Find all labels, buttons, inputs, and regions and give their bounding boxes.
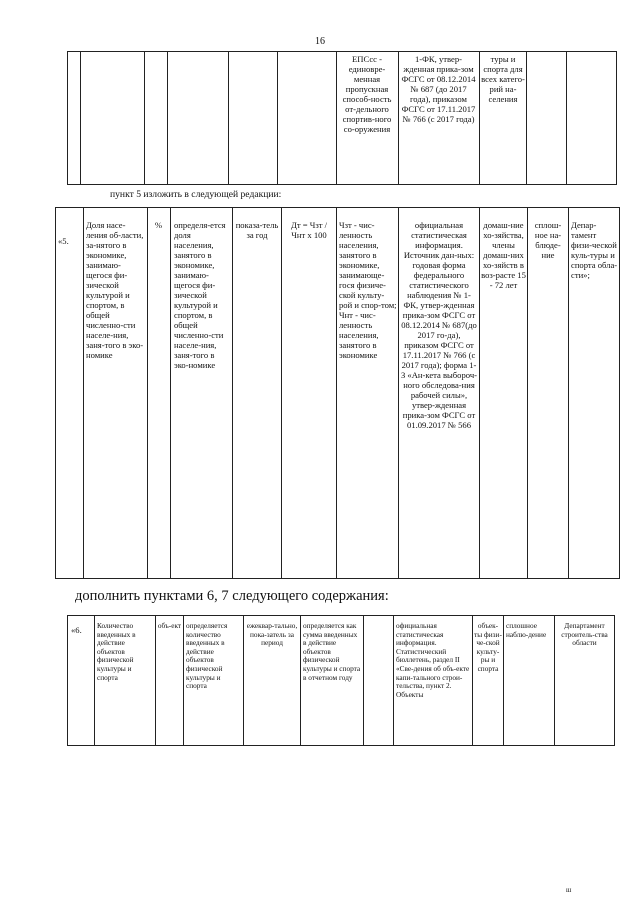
rule — [232, 207, 233, 578]
row5-method: сплош-ное на-блюде-ние — [534, 220, 562, 260]
rule — [183, 615, 184, 745]
row6-variables: определяется как сумма введенных в действие объектов физической культуры и спорта в отчетном году — [303, 622, 361, 682]
row5-variables: Чзт - чис-ленность населения, занятого в экономике, занимающе-гося физиче-ской культу-рой и спор-том; Чнт - чис-ленность населения, занятого в экономике — [339, 220, 397, 360]
rule — [479, 207, 480, 578]
rule — [80, 51, 81, 184]
rule — [503, 615, 504, 745]
rule — [614, 615, 615, 745]
amendment-heading-items-6-7: дополнить пунктами 6, 7 следующего содержания: — [75, 588, 389, 604]
cell-source-form: 1-ФК, утвер-жденная прика-зом ФСГС от 08.12.2014 № 687 (до 2017 года), приказом ФСГС от 17.11.2017 № 766 (с 2017 года) — [401, 54, 476, 124]
rule — [167, 51, 168, 184]
rule — [228, 51, 229, 184]
rule — [300, 615, 301, 745]
row5-observation-unit: домаш-ние хо-зяйства, члены домаш-них хо-зяйств в воз-расте 15 - 72 лет — [481, 220, 526, 290]
rule — [479, 51, 480, 184]
rule — [67, 184, 617, 185]
rule — [526, 51, 527, 184]
rule — [67, 51, 617, 52]
rule — [55, 207, 620, 208]
row5-period: показа-тель за год — [235, 220, 279, 240]
row5-definition: определя-ется доля населения, занятого в экономике, занимаю-щегося фи-зической культурой и спортом, в общей численно-сти населе-ния, заня-того в эко-номике — [174, 220, 226, 370]
rule — [281, 207, 282, 578]
rule — [155, 615, 156, 745]
rule — [67, 615, 615, 616]
row6-period: ежеквар-тально, пока-затель за период — [246, 622, 298, 648]
rule — [336, 51, 337, 184]
row6-unit: объ-ект — [157, 622, 182, 630]
row6-number: «6. — [71, 625, 82, 635]
rule — [94, 615, 95, 745]
page-number: 16 — [315, 36, 325, 47]
rule — [472, 615, 473, 745]
cell-capacity-definition: ЕПСсс - единовре-менная пропускная способ-ность от-дельного спортив-ного со-оружения — [342, 54, 392, 134]
row5-formula: Дт = Чзт / Чнт х 100 — [290, 220, 328, 240]
rule — [554, 615, 555, 745]
row5-unit: % — [154, 220, 163, 230]
rule — [67, 51, 68, 184]
row5-number: «5. — [58, 236, 69, 246]
row6-method: сплошное наблю-дение — [506, 622, 547, 639]
rule — [527, 207, 528, 578]
rule — [55, 578, 620, 579]
rule — [398, 207, 399, 578]
row6-source: официальная статистическая информация. Статистический бюллетень, раздел II «Све-дения об объ-екте капи-тального строи-тельства, пункт 2. Объекты — [396, 622, 470, 699]
row6-observation-unit: объек-ты физи-че-ской культу-ры и спорта — [474, 622, 502, 673]
amendment-note-item5: пункт 5 изложить в следующей редакции: — [110, 189, 282, 200]
rule — [67, 745, 615, 746]
rule — [619, 207, 620, 578]
row6-indicator-name: Количество введенных в действие объектов физической культуры и спорта — [97, 622, 136, 682]
rule — [170, 207, 171, 578]
rule — [568, 207, 569, 578]
rule — [55, 207, 56, 578]
row6-definition: определяется количество введенных в действие объектов физической культуры и спорта — [186, 622, 228, 691]
rule — [398, 51, 399, 184]
scan-mark: ш — [566, 886, 572, 894]
rule — [147, 207, 148, 578]
rule — [566, 51, 567, 184]
row5-responsible: Депар-тамент физи-ческой куль-туры и спорта обла-сти»; — [571, 220, 618, 280]
rule — [67, 615, 68, 745]
rule — [393, 615, 394, 745]
rule — [363, 615, 364, 745]
rule — [616, 51, 617, 184]
rule — [83, 207, 84, 578]
rule — [277, 51, 278, 184]
row5-source: официальная статистическая информация. Источник дан-ных: годовая форма федерального статистического наблюдения № 1-ФК, утвер-жденная прика-зом ФСГС от 08.12.2014 № 687(до 2017 го-да), приказом ФСГС от 17.11.2017 № 766 (с 2017 года); форма 1-З «Ан-кета выбороч-ного обследова-ния рабочей силы», утвер-жденная прика-зом ФСГС от 01.09.2017 № 566 — [400, 220, 478, 430]
cell-responsible-tail: туры и спорта для всех катего-рий на-селения — [481, 54, 525, 104]
rule — [144, 51, 145, 184]
rule — [243, 615, 244, 745]
row6-responsible: Департамент строитель-ства области — [561, 622, 608, 648]
row5-indicator-name: Доля насе-ления об-ласти, за-нятого в экономике, занимаю-щегося фи-зической культурой и спортом, в общей численно-сти населе-ния, заня-того в эко-номике — [86, 220, 144, 360]
rule — [336, 207, 337, 578]
